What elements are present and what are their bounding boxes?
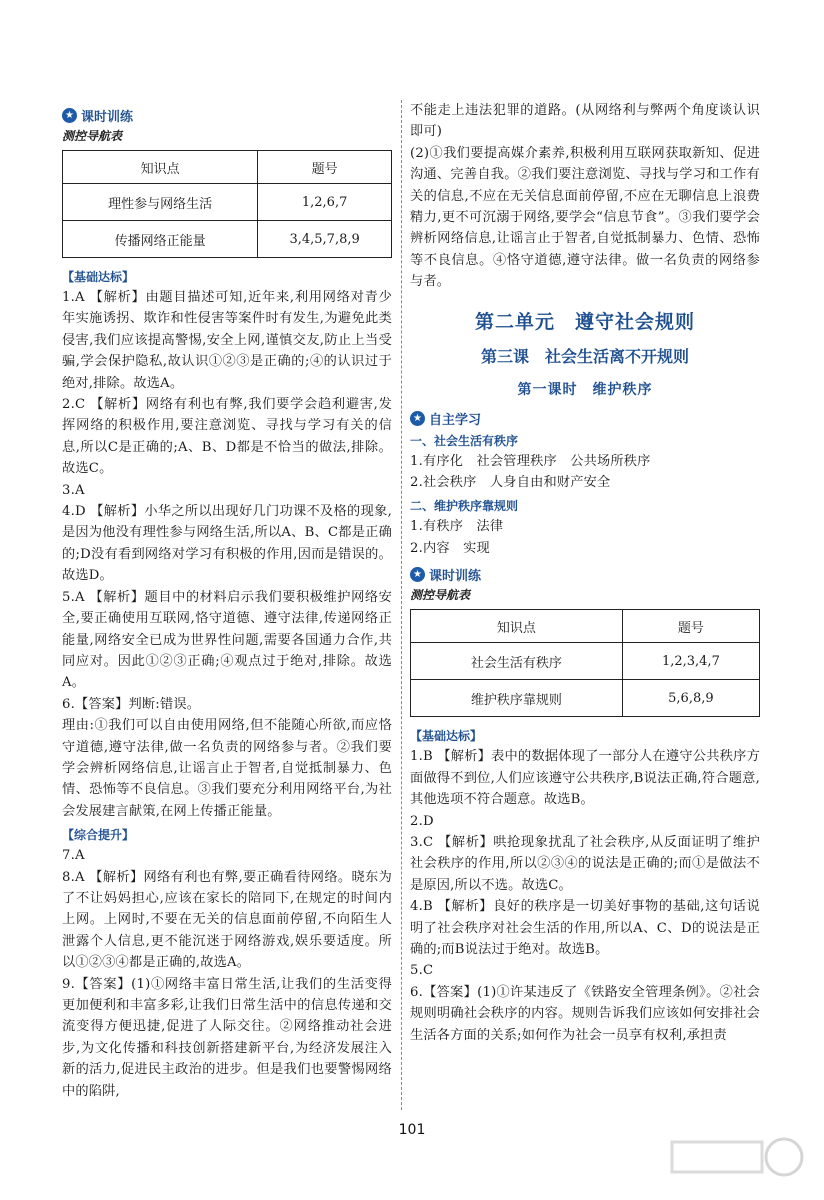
table-cell: 3,4,5,7,8,9: [258, 221, 392, 258]
table-cell: 理性参与网络生活: [63, 184, 258, 221]
answer-paragraph: 6.【答案】判断:错误。: [62, 696, 201, 712]
left-column: [62, 100, 392, 1102]
period-title: 第一课时 维护秩序: [517, 381, 653, 398]
table-cell: 1,2,3,4,7: [622, 643, 759, 680]
answer-paragraph: 5.C: [410, 963, 434, 979]
section-title: 自主学习: [429, 412, 482, 428]
answer-paragraph: (2)①我们要提高媒介素养,积极利用互联网获取新知、促进沟通、完善自我。②我们要注意浏览、寻找与学习和工作有关的信息,不应在无关信息面前停留,不应在无聊信息上浪费精力,更不可沉溺于网络,要学会“信息节食”。③我们要学会辨析网络信息,让谣言止于智者,自觉抵制暴力、色情、恐怖等不良信息。④恪守道德,遵守法律。做一名负责的网络参与者。: [410, 145, 760, 290]
answer-paragraph: 9.【答案】(1)①网络丰富日常生活,让我们的生活变得更加便利和丰富多彩,让我们日常生活中的信息传递和交流变得方便迅捷,促进了人际交往。②网络推动社会进步,为文化传播和科技创新搭建新平台,为经济发展注入新的活力,促进民主政治的进步。但是我们也要警惕网络中的陷阱,: [62, 976, 392, 1099]
comprehensive-label: 【综合提升】: [62, 828, 135, 843]
list-item: 1.有秩序 法律: [410, 519, 504, 535]
answer-paragraph: 1.B 【解析】表中的数据体现了一部分人在遵守公共秩序方面做得不到位,人们应该遵守公共秩序,B说法正确,符合题意,其他选项不符合题意。故选B。: [410, 749, 760, 808]
star-icon: ★: [410, 411, 425, 426]
table-cell: 维护秩序靠规则: [411, 680, 623, 717]
star-icon: ★: [410, 567, 425, 582]
table-cell: 社会生活有秩序: [411, 643, 623, 680]
nav-table-title: 测控导航表: [410, 588, 471, 603]
answer-paragraph: 2.C 【解析】网络有利也有弊,我们要学会趋利避害,发挥网络的积极作用,要注意浏览、寻找与学习有关的信息,所以C是正确的;A、B、D都是不恰当的做法,排除。故选C。: [62, 397, 392, 477]
right-column: [410, 100, 760, 1046]
answer-paragraph: 3.A: [62, 482, 85, 498]
table-row: [411, 643, 760, 680]
answer-paragraph: 4.D 【解析】小华之所以出现好几门功课不及格的现象,是因为他没有理性参与网络生活,所以A、B、C都是正确的;D没有看到网络对学习有积极的作用,因而是错误的。故选D。: [62, 504, 392, 584]
answer-paragraph: 2.D: [410, 813, 434, 829]
table-header-cell: 知识点: [63, 151, 258, 184]
answer-paragraph: 6.【答案】(1)①许某违反了《铁路安全管理条例》。②社会规则明确社会秩序的内容。规则告诉我们应该如何安排社会生活各方面的关系;如何作为社会一员享有权利,承担责: [410, 984, 760, 1043]
column-divider: [401, 100, 402, 1110]
table-cell: 5,6,8,9: [622, 680, 759, 717]
table-cell: 传播网络正能量: [63, 221, 258, 258]
basic-label: 【基础达标】: [62, 270, 135, 284]
answer-paragraph: 1.A 【解析】由题目描述可知,近年来,利用网络对青少年实施诱拐、欺诈和性侵害等案件时有发生,为避免此类侵害,我们应该提高警惕,安全上网,谨慎交友,防止上当受骗,学会保护隐私,故认识①②③是正确的;④的认识过于绝对,排除。故选A。: [62, 290, 392, 391]
table-header-cell: 题号: [258, 151, 392, 184]
subsection-title: 二、维护秩序靠规则: [410, 499, 519, 514]
answer-paragraph: 3.C 【解析】哄抢现象扰乱了社会秩序,从反面证明了维护社会秩序的作用,所以②③④的说法是正确的;而①是做法不是原因,所以不选。故选C。: [410, 834, 760, 893]
table-row: [63, 184, 392, 221]
list-item: 2.内容 实现: [410, 540, 490, 556]
lesson-title: 第三课 社会生活离不开规则: [480, 346, 689, 366]
basic-label: 【基础达标】: [410, 729, 483, 744]
table-header-row: [411, 610, 760, 643]
section-header: [410, 409, 760, 428]
answer-paragraph: 不能走上违法犯罪的道路。(从网络利与弊两个角度谈认识即可): [410, 103, 760, 140]
page-number: 101: [398, 1122, 426, 1138]
watermark-logo: [664, 1132, 814, 1192]
unit-title: 第二单元 遵守社会规则: [474, 310, 695, 333]
table-header-cell: 题号: [622, 610, 759, 643]
nav-table: [62, 150, 392, 258]
star-icon: ★: [62, 108, 77, 123]
table-row: [411, 680, 760, 717]
answer-paragraph: 8.A 【解析】网络有利也有弊,要正确看待网络。晓东为了不让妈妈担心,应该在家长的陪同下,在规定的时间内上网。上网时,不要在无关的信息面前停留,不向陌生人泄露个人信息,更不能沉迷于网络游戏,娱乐要适度。所以①②③④都是正确的,故选A。: [62, 869, 392, 971]
table-header-cell: 知识点: [411, 610, 623, 643]
section-header: [410, 565, 760, 584]
table-cell: 1,2,6,7: [258, 184, 392, 221]
list-item: 2.社会秩序 人身自由和财产安全: [410, 475, 611, 491]
answer-paragraph: 5.A 【解析】题目中的材料启示我们要积极维护网络安全,要正确使用互联网,恪守道德、遵守法律,传递网络正能量,网络安全已成为世界性问题,需要各国通力合作,共同应对。因此①②③正确;④观点过于绝对,排除。故选A。: [62, 589, 392, 691]
section-header: [62, 106, 392, 125]
section-title: 课时训练: [81, 110, 134, 125]
nav-table-title: 测控导航表: [62, 129, 123, 143]
table-header-row: [63, 151, 392, 184]
section-title: 课时训练: [429, 569, 482, 585]
subsection-title: 一、社会生活有秩序: [410, 433, 519, 448]
list-item: 1.有序化 社会管理秩序 公共场所秩序: [410, 453, 651, 469]
table-row: [63, 221, 392, 258]
answer-paragraph: 7.A: [62, 848, 85, 864]
answer-paragraph: 4.B 【解析】良好的秩序是一切美好事物的基础,这句话说明了社会秩序对社会生活的作用,所以A、C、D的说法是正确的;而B说法过于绝对。故选B。: [410, 899, 760, 957]
answer-paragraph: 理由:①我们可以自由使用网络,但不能随心所欲,而应恪守道德,遵守法律,做一名负责的网络参与者。②我们要学会辨析网络信息,让谣言止于智者,自觉抵制暴力、色情、恐怖等不良信息。③我们要充分利用网络平台,为社会发展建言献策,在网上传播正能量。: [62, 718, 392, 819]
nav-table: [410, 609, 760, 717]
